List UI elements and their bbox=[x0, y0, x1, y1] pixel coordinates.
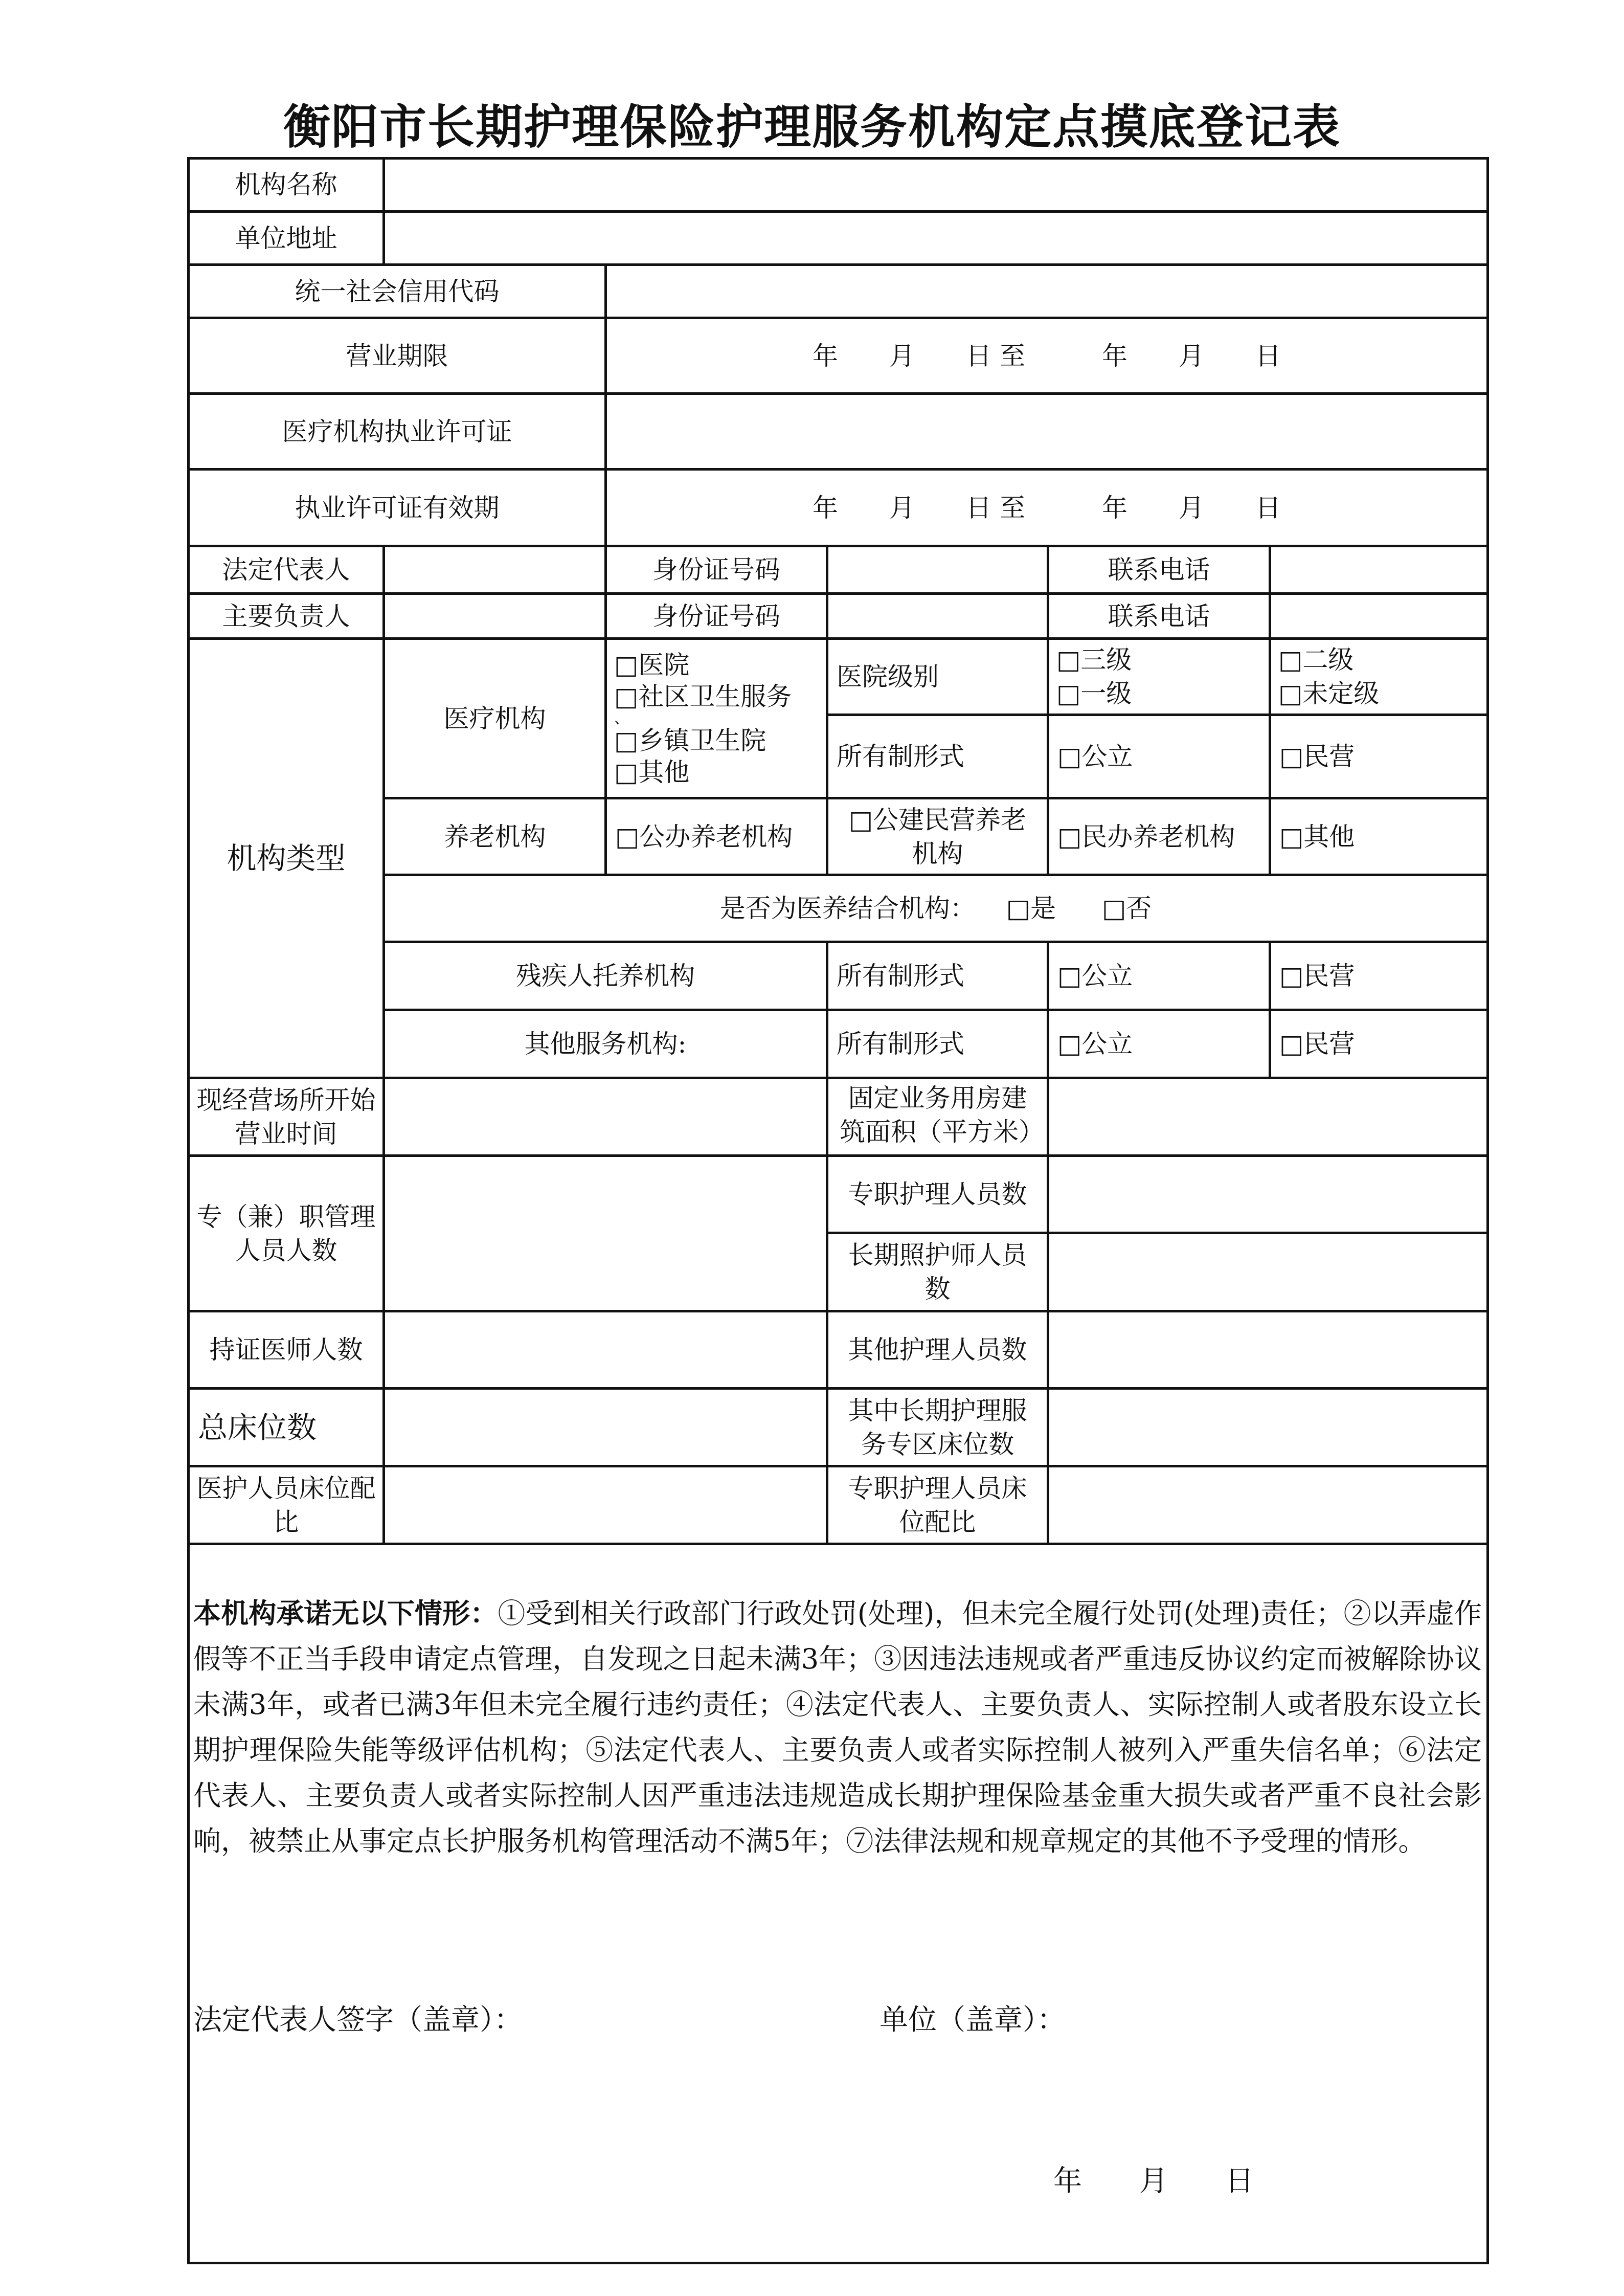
label-medical-license: 医疗机构执业许可证 bbox=[282, 416, 512, 447]
checkbox-private[interactable]: □民营 bbox=[1279, 961, 1355, 991]
label-phone: 联系电话 bbox=[1108, 555, 1210, 585]
label-phone: 联系电话 bbox=[1108, 601, 1210, 631]
label-nurse-bed-ratio: 专职护理人员床位配比 bbox=[848, 1473, 1027, 1537]
input-doctors[interactable] bbox=[385, 1312, 826, 1387]
label-staff-bed-ratio: 医护人员床位配比 bbox=[196, 1473, 376, 1537]
signature-date[interactable]: 年 月 日 bbox=[1053, 2165, 1254, 2198]
label-principal: 主要负责人 bbox=[222, 601, 350, 631]
checkbox-public[interactable]: □公立 bbox=[1057, 742, 1133, 771]
med-elderly-row bbox=[385, 876, 1486, 941]
license-validity-dates[interactable]: 年 月 日 至 年 月 日 bbox=[813, 493, 1281, 523]
label-building-area: 固定业务用房建筑面积（平方米） bbox=[840, 1083, 1044, 1147]
checkbox-public[interactable]: □公立 bbox=[1057, 1029, 1133, 1059]
checkbox-township-health[interactable]: □乡镇卫生院 bbox=[614, 725, 766, 755]
label-elderly-org: 养老机构 bbox=[443, 821, 546, 852]
checkbox-elderly-other[interactable]: □其他 bbox=[1279, 821, 1355, 852]
input-building-area[interactable] bbox=[1049, 1079, 1486, 1154]
input-legal-rep-phone[interactable] bbox=[1271, 547, 1486, 592]
business-term-dates[interactable]: 年 月 日 至 年 月 日 bbox=[813, 341, 1281, 371]
label-mgmt-staff: 专（兼）职管理人员人数 bbox=[196, 1201, 376, 1265]
input-nurse-bed-ratio[interactable] bbox=[1049, 1467, 1486, 1543]
input-ltc-nurses[interactable] bbox=[1049, 1234, 1486, 1310]
input-medical-license[interactable] bbox=[607, 395, 1486, 468]
checkbox-medical-other[interactable]: □其他 bbox=[614, 757, 690, 787]
checkbox-yes[interactable]: □是 bbox=[1006, 894, 1056, 923]
input-principal-phone[interactable] bbox=[1271, 595, 1486, 637]
checkbox-level-unrated[interactable]: □未定级 bbox=[1278, 679, 1380, 708]
label-disabled-care: 残疾人托养机构 bbox=[516, 961, 695, 991]
mark-punctuation: 、 bbox=[614, 709, 629, 727]
input-other-nurses[interactable] bbox=[1049, 1312, 1486, 1387]
input-mgmt-staff[interactable] bbox=[385, 1157, 826, 1310]
input-address[interactable] bbox=[385, 213, 1486, 263]
input-fulltime-nurses[interactable] bbox=[1049, 1157, 1486, 1232]
checkbox-no[interactable]: □否 bbox=[1102, 894, 1152, 923]
label-org-name: 机构名称 bbox=[235, 170, 337, 199]
label-hospital-level: 医院级别 bbox=[837, 662, 939, 692]
input-principal-id[interactable] bbox=[828, 595, 1047, 637]
unit-seal-label: 单位（盖章）： bbox=[879, 2003, 1066, 2037]
promise-lead: 本机构承诺无以下情形： bbox=[193, 1597, 498, 1630]
checkbox-hospital[interactable]: □医院 bbox=[614, 650, 690, 680]
label-ownership: 所有制形式 bbox=[837, 1029, 964, 1059]
label-id-number: 身份证号码 bbox=[652, 555, 780, 585]
label-org-type: 机构类型 bbox=[227, 841, 346, 876]
label-legal-rep: 法定代表人 bbox=[222, 555, 350, 585]
checkbox-level-2[interactable]: □二级 bbox=[1278, 645, 1354, 675]
checkbox-elderly-pubpriv[interactable]: □公建民营养老机构 bbox=[848, 805, 1027, 868]
label-doctors: 持证医师人数 bbox=[209, 1335, 363, 1365]
legal-signature-label: 法定代表人签字（盖章）： bbox=[193, 2003, 523, 2037]
label-ownership: 所有制形式 bbox=[837, 742, 964, 771]
input-credit-code[interactable] bbox=[607, 266, 1486, 317]
page-title: 衡阳市长期护理保险护理服务机构定点摸底登记表 bbox=[283, 100, 1341, 154]
label-business-term: 营业期限 bbox=[346, 341, 448, 371]
label-medical-org: 医疗机构 bbox=[443, 703, 546, 733]
label-fulltime-nurses: 专职护理人员数 bbox=[848, 1179, 1027, 1209]
label-ownership: 所有制形式 bbox=[837, 961, 964, 991]
hospital-level-options-b bbox=[1271, 640, 1486, 714]
medical-org-options bbox=[607, 640, 826, 797]
input-staff-bed-ratio[interactable] bbox=[385, 1467, 826, 1543]
label-ltc-nurses: 长期照护师人员数 bbox=[848, 1240, 1027, 1304]
checkbox-level-1[interactable]: □一级 bbox=[1056, 679, 1132, 708]
input-org-name[interactable] bbox=[385, 159, 1486, 210]
input-total-beds[interactable] bbox=[385, 1390, 826, 1465]
label-med-elderly: 是否为医养结合机构： bbox=[719, 894, 976, 923]
checkbox-elderly-public[interactable]: □公办养老机构 bbox=[615, 821, 793, 852]
checkbox-level-3[interactable]: □三级 bbox=[1056, 645, 1132, 675]
input-ltc-beds[interactable] bbox=[1049, 1390, 1486, 1465]
checkbox-private[interactable]: □民营 bbox=[1279, 1029, 1355, 1059]
promise-paragraph bbox=[193, 1591, 1482, 1864]
input-principal[interactable] bbox=[385, 595, 604, 637]
label-other-nurses: 其他护理人员数 bbox=[848, 1335, 1027, 1365]
checkbox-elderly-private[interactable]: □民办养老机构 bbox=[1057, 821, 1235, 852]
checkbox-community-health[interactable]: □社区卫生服务 bbox=[614, 681, 792, 711]
label-start-time: 现经营场所开始营业时间 bbox=[196, 1085, 376, 1149]
label-address: 单位地址 bbox=[235, 223, 337, 253]
input-legal-rep[interactable] bbox=[385, 547, 604, 592]
hospital-level-options-a bbox=[1049, 640, 1269, 714]
label-other-service: 其他服务机构: bbox=[524, 1029, 687, 1059]
input-legal-rep-id[interactable] bbox=[828, 547, 1047, 592]
label-credit-code: 统一社会信用代码 bbox=[295, 276, 500, 306]
label-total-beds: 总床位数 bbox=[198, 1410, 317, 1445]
label-id-number: 身份证号码 bbox=[652, 601, 780, 631]
checkbox-private[interactable]: □民营 bbox=[1279, 742, 1355, 771]
row-divider bbox=[187, 1543, 1489, 1545]
promise-body: ①受到相关行政部门行政处罚(处理)，但未完全履行处罚(处理)责任；②以弄虚作假等不正当手段申请定点管理，自发现之日起未满3年；③因违法违规或者严重违反协议约定而被解除协议未满3年，或者已满3年但未完全履行违约责任；④法定代表人、主要负责人、实际控制人或者股东设立长期护理保险失能等级评估机构；⑤法定代表人、主要负责人或者实际控制人被列入严重失信名单；⑥法定代表人、主要负责人或者实际控制人因严重违法违规造成长期护理保险基金重大损失或者严重不良社会影响，被禁止从事定点长护服务机构管理活动不满5年；⑦法律法规和规章规定的其他不予受理的情形。 bbox=[193, 1597, 1482, 1857]
label-license-validity: 执业许可证有效期 bbox=[295, 493, 500, 523]
label-ltc-beds: 其中长期护理服务专区床位数 bbox=[848, 1395, 1027, 1459]
checkbox-public[interactable]: □公立 bbox=[1057, 961, 1133, 991]
input-start-time[interactable] bbox=[385, 1079, 826, 1154]
